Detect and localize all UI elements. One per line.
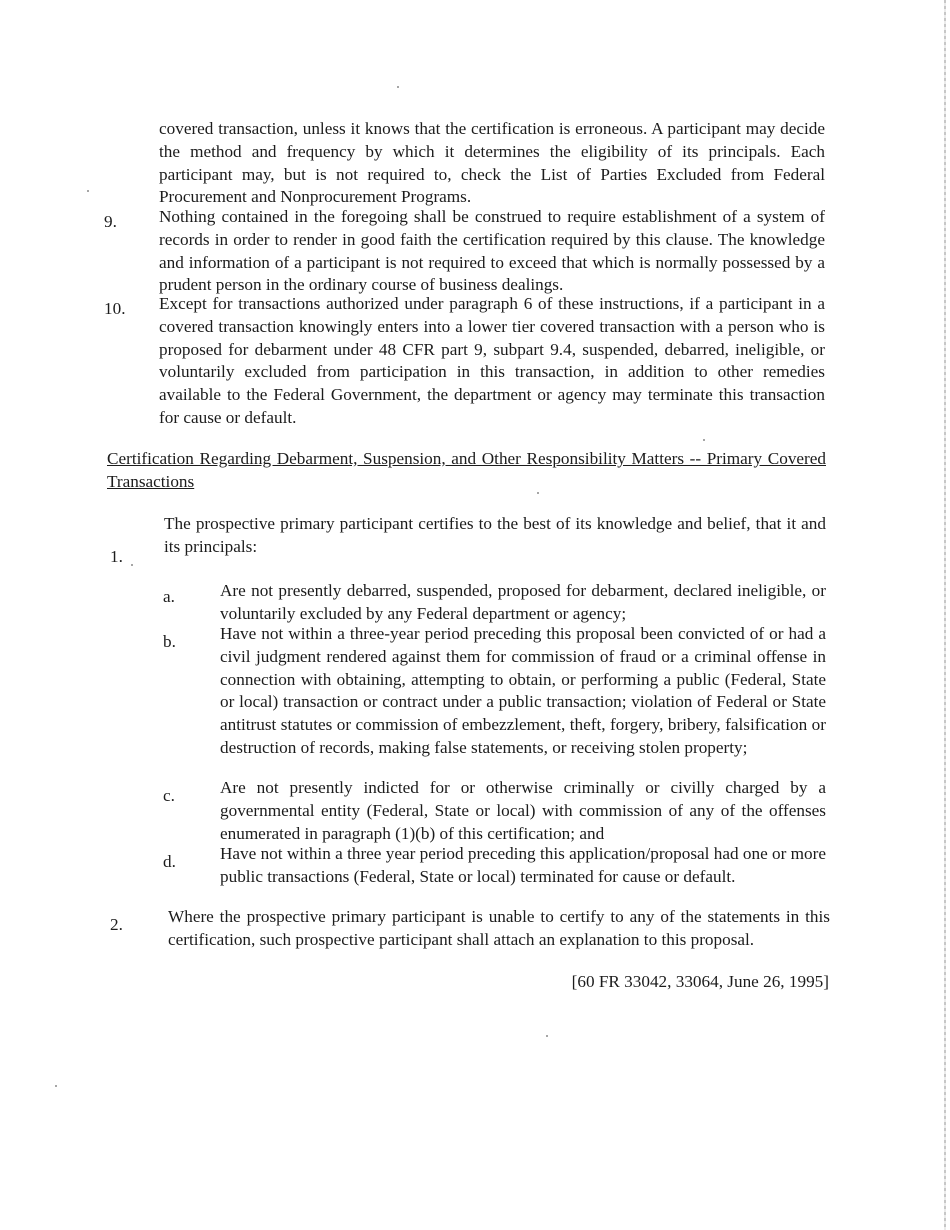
intro-continuation-paragraph: covered transaction, unless it knows that the certification is erroneous. A participant may decide the method and frequency by which it determines the eligibility of its principals. Each participant may, but is not required to, check the List of Parties Excluded from Federal Procurement and Nonprocurement Programs. bbox=[159, 119, 825, 207]
scan-speck bbox=[397, 86, 399, 88]
subitem-text: Are not presently indicted for or otherwise criminally or civilly charged by a governmental entity (Federal, State or local) with commission of any of the offenses enumerated in paragraph (1)(b) of this certification; and bbox=[220, 778, 826, 843]
subitem-letter: c. bbox=[163, 786, 175, 805]
subitem-text: Have not within a three-year period preceding this proposal been convicted of or had a civil judgment rendered against them for commission of fraud or a criminal offense in connection with obtaining, attempting to obtain, or performing a public (Federal, State or local) transaction or contract under a public transaction; violation of Federal or State antitrust statutes or commission of embezzlement, theft, forgery, bribery, falsification or destruction of records, making false statements, or receiving stolen property; bbox=[220, 624, 826, 757]
certification-number: 1. bbox=[110, 547, 123, 566]
subitem-text: Are not presently debarred, suspended, proposed for debarment, declared ineligible, or voluntarily excluded by any Federal department or agency; bbox=[220, 581, 826, 623]
certification-number: 2. bbox=[110, 915, 123, 934]
subitem-letter: a. bbox=[163, 587, 175, 606]
scan-speck bbox=[131, 564, 133, 566]
subitem-letter: b. bbox=[163, 632, 176, 651]
instruction-text: Except for transactions authorized under paragraph 6 of these instructions, if a participant in a covered transaction knowingly enters into a lower tier covered transaction with a person who is proposed for debarment under 48 CFR part 9, subpart 9.4, suspended, debarred, ineligible, or voluntarily excluded from participation in this transaction, in addition to other remedies available to the Federal Government, the department or agency may terminate this transaction for cause or default. bbox=[159, 294, 825, 427]
instruction-number: 10. bbox=[104, 299, 126, 318]
scan-speck bbox=[87, 190, 89, 192]
subitem-text: Have not within a three year period preceding this application/proposal had one or more public transactions (Federal, State or local) terminated for cause or default. bbox=[220, 844, 826, 886]
federal-register-citation: [60 FR 33042, 33064, June 26, 1995] bbox=[571, 972, 829, 991]
instruction-number: 9. bbox=[104, 212, 117, 231]
subitem-letter: d. bbox=[163, 852, 176, 871]
scan-edge-artifact bbox=[944, 0, 946, 1230]
instruction-text: Nothing contained in the foregoing shall be construed to require establishment of a system of records in order to render in good faith the certification required by this clause. The knowledge and information of a participant is not required to exceed that which is normally possessed by a prudent person in the ordinary course of business dealings. bbox=[159, 207, 825, 295]
scan-speck bbox=[546, 1035, 548, 1037]
certification-text: Where the prospective primary participant is unable to certify to any of the statements in this certification, such prospective participant shall attach an explanation to this proposal. bbox=[168, 907, 830, 949]
certification-text: The prospective primary participant certifies to the best of its knowledge and belief, that it and its principals: bbox=[164, 514, 826, 556]
certification-heading: Certification Regarding Debarment, Suspension, and Other Responsibility Matters -- Primary Covered Transactions bbox=[107, 449, 826, 491]
scan-speck bbox=[55, 1085, 57, 1087]
scan-speck bbox=[703, 439, 705, 441]
